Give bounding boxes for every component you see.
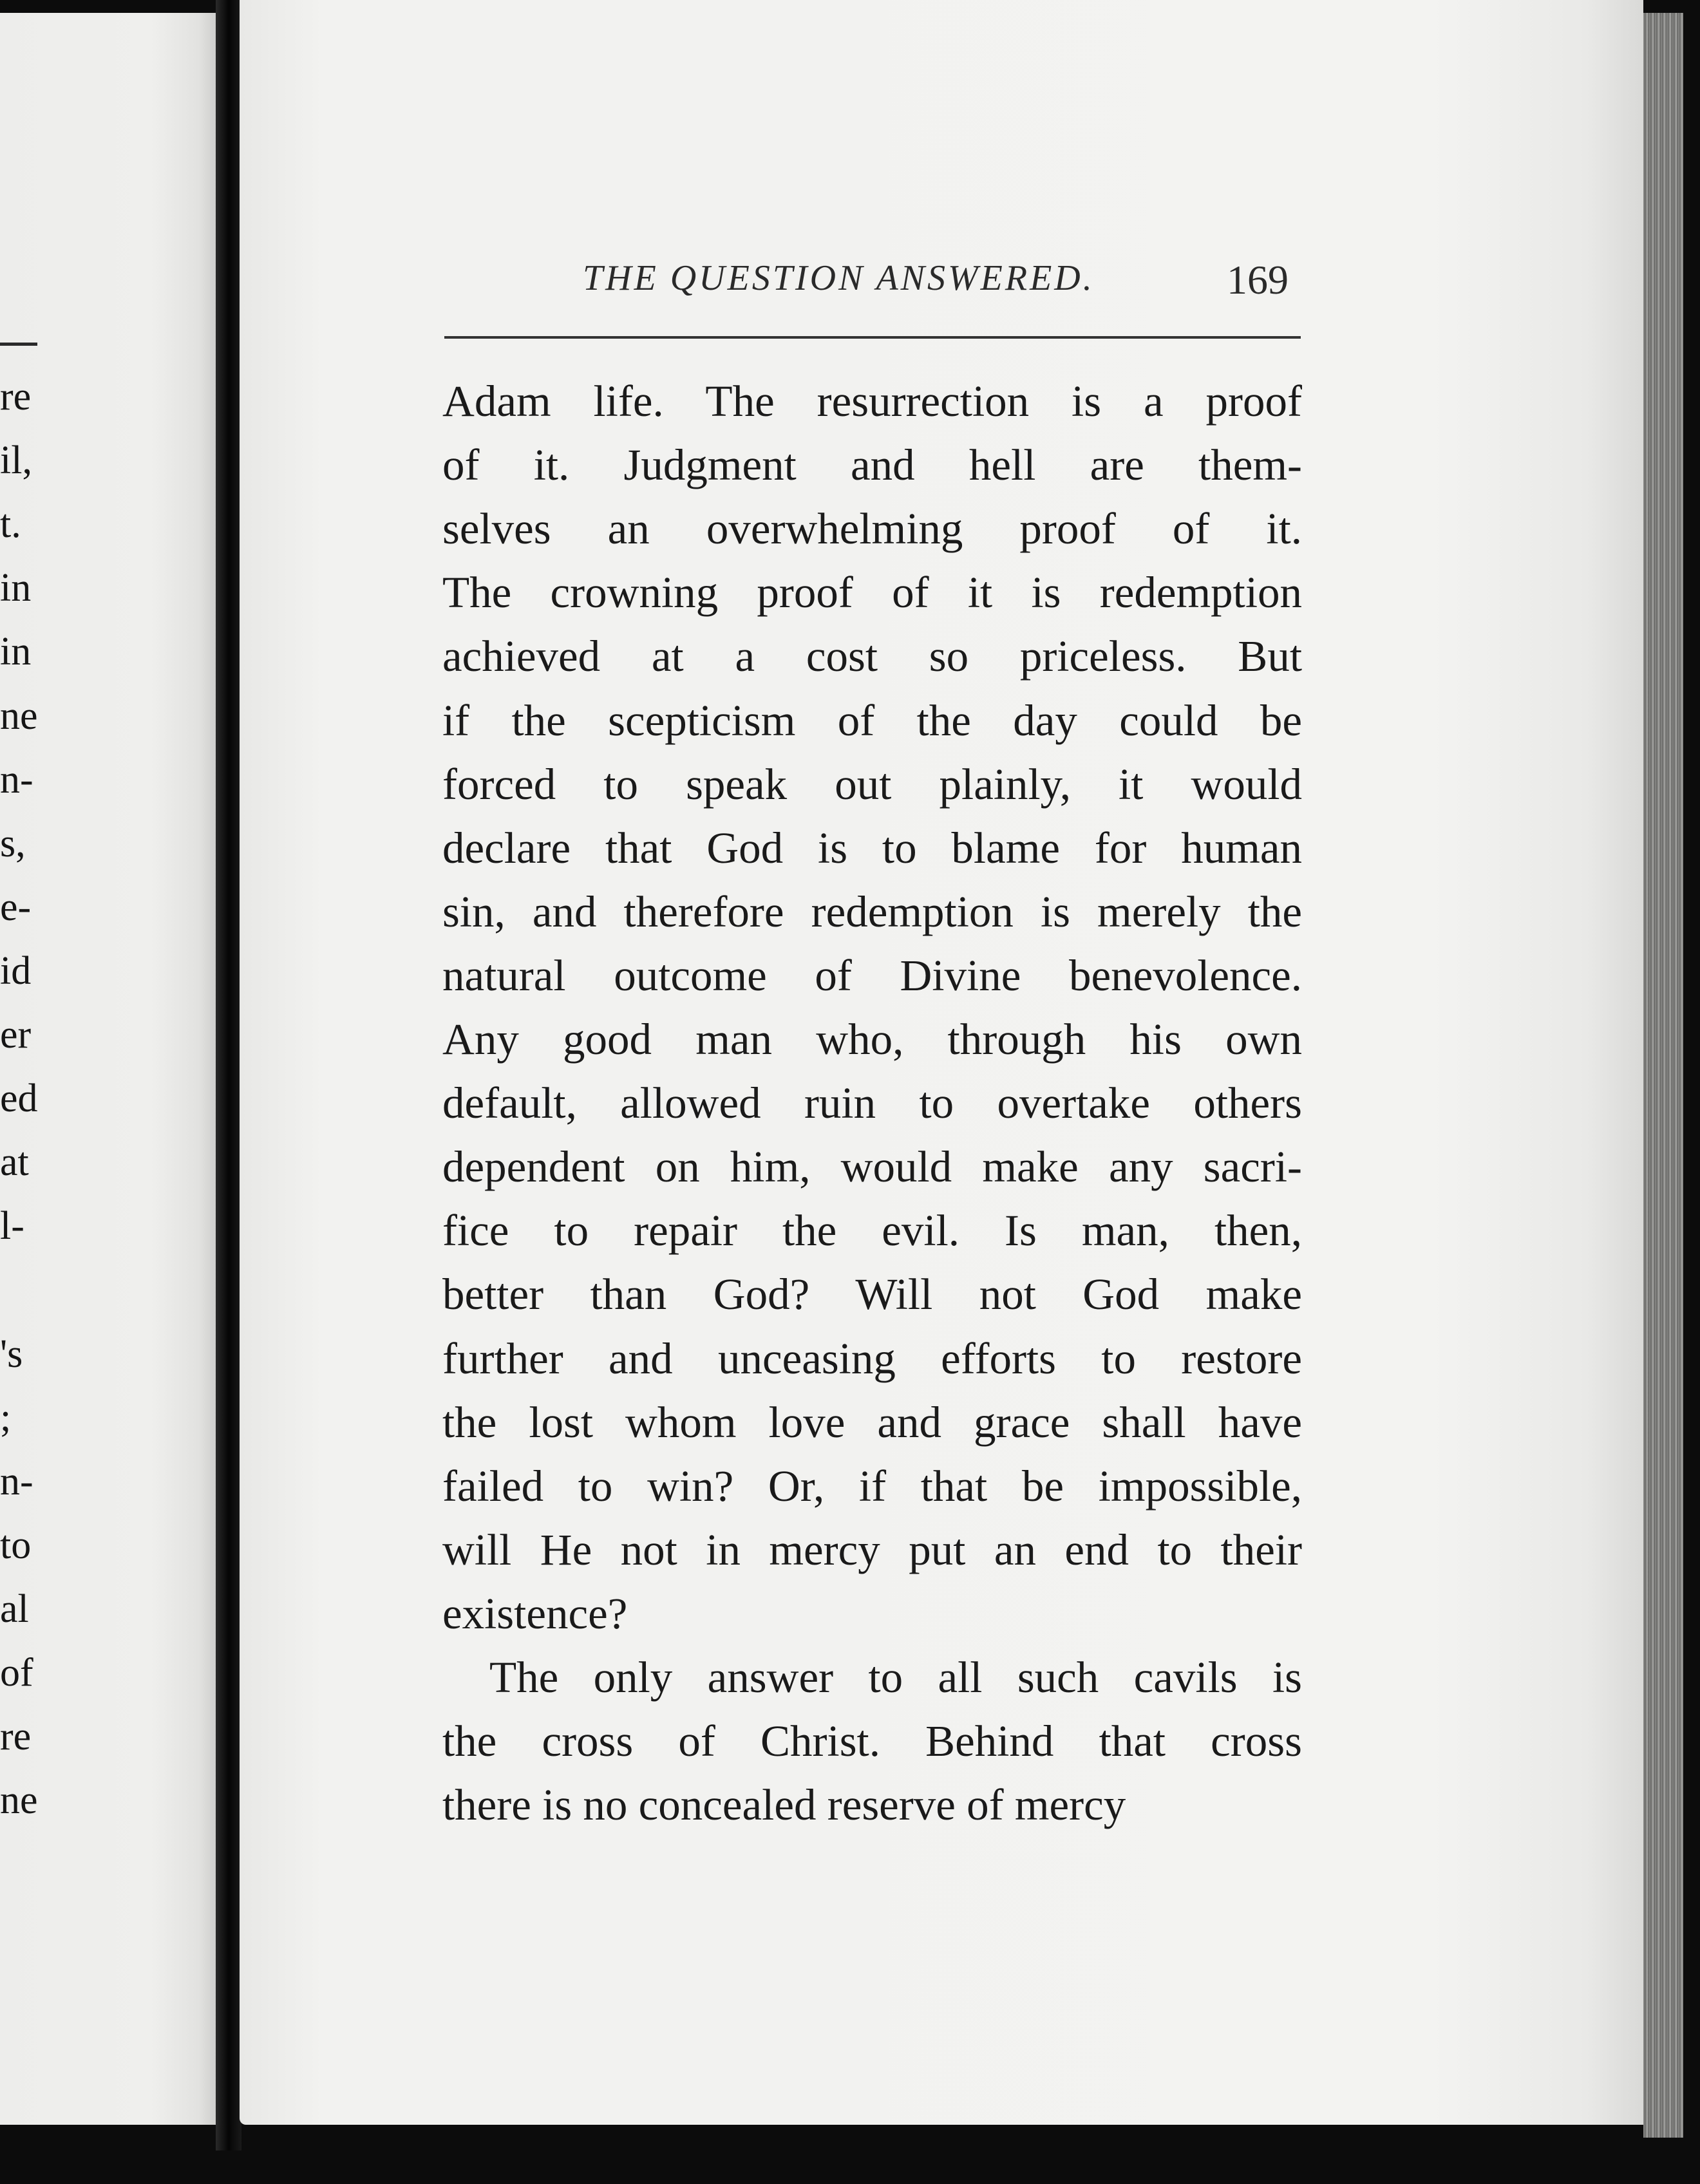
left-text-fragment: il,	[0, 440, 32, 481]
left-text-fragment: e-	[0, 887, 32, 927]
left-text-fragment: ne	[0, 695, 38, 736]
text-line: The crowning proof of it is redemption	[442, 568, 1302, 617]
text-line: of it. Judgment and hell are them-	[442, 440, 1302, 490]
page-edges	[1643, 13, 1683, 2138]
left-text-fragment: ;	[0, 1397, 12, 1438]
text-line: achieved at a cost so priceless. But	[442, 632, 1302, 681]
text-line: Any good man who, through his own	[442, 1015, 1302, 1064]
left-text-fragment: re	[0, 1717, 32, 1757]
text-line: if the scepticism of the day could be	[442, 695, 1302, 745]
text-line: dependent on him, would make any sacri-	[442, 1142, 1302, 1192]
book-gutter	[216, 0, 241, 2151]
left-text-fragment: ne	[0, 1780, 38, 1821]
left-text-fragment: re	[0, 377, 32, 417]
left-text-fragment: 's	[0, 1333, 23, 1374]
left-text-fragment: in	[0, 632, 32, 672]
text-line: better than God? Will not God make	[442, 1270, 1302, 1319]
text-line: further and unceasing efforts to restore	[442, 1333, 1302, 1383]
text-line: there is no concealed reserve of mercy	[442, 1780, 1126, 1830]
left-text-fragment: er	[0, 1015, 32, 1055]
left-text-fragment: in	[0, 568, 32, 608]
text-line: the lost whom love and grace shall have	[442, 1397, 1302, 1447]
text-line: The only answer to all such cavils is	[489, 1653, 1302, 1702]
text-line: fice to repair the evil. Is man, then,	[442, 1206, 1302, 1256]
text-line: forced to speak out plainly, it would	[442, 759, 1302, 809]
text-line: will He not in mercy put an end to their	[442, 1525, 1302, 1574]
text-line: failed to win? Or, if that be impossible,	[442, 1461, 1302, 1511]
text-line: declare that God is to blame for human	[442, 823, 1302, 872]
page-number: 169	[1227, 257, 1289, 303]
left-text-fragment: l-	[0, 1206, 24, 1247]
left-text-fragment: n-	[0, 759, 33, 800]
left-text-fragment: at	[0, 1142, 29, 1183]
left-text-fragment: id	[0, 950, 32, 991]
left-text-fragment: of	[0, 1653, 33, 1693]
text-line: selves an overwhelming proof of it.	[442, 504, 1302, 554]
running-head: THE QUESTION ANSWERED.	[583, 258, 1095, 298]
left-text-fragment: al	[0, 1588, 29, 1629]
text-line: default, allowed ruin to overtake others	[442, 1078, 1302, 1128]
left-text-fragment: to	[0, 1525, 32, 1565]
text-line: sin, and therefore redemption is merely the	[442, 887, 1302, 936]
text-line: Adam life. The resurrection is a proof	[442, 377, 1302, 426]
running-head-rule	[444, 336, 1301, 339]
text-line: natural outcome of Divine benevolence.	[442, 950, 1302, 1000]
text-line: the cross of Christ. Behind that cross	[442, 1717, 1302, 1766]
left-text-fragment: ed	[0, 1078, 38, 1119]
left-text-fragment: s,	[0, 823, 26, 863]
left-text-fragment: t.	[0, 504, 21, 545]
left-page-rule	[0, 343, 37, 346]
left-page	[0, 13, 216, 2125]
left-text-fragment: n-	[0, 1461, 33, 1502]
text-line: existence?	[442, 1588, 628, 1638]
